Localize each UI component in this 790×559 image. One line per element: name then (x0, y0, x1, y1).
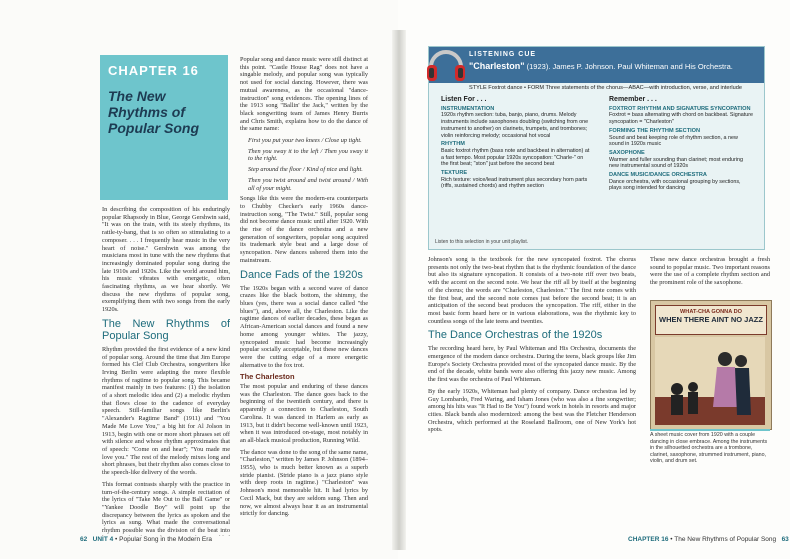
lyric-line: First you put your two knees / Close up tight. (248, 137, 362, 145)
left-column-1 (102, 206, 230, 536)
new-sound-paragraph: These new dance orchestras brought a fresh sound to popular music. Two important reasons were the use of a complete rhythm section and the prominent role of the saxophone. (650, 256, 770, 287)
lyric-line: Then you twist around and twist around / With all of your might. (248, 176, 368, 192)
charleston-paragraph-1: The most popular and enduring of these dances was the Charleston. The dance goes back to the beginning of the twentieth century, and there is apparently a connection to Charleston, South Carolina. It was danced in Harlem as early as 1913, but it didn't become well-known until 1923, when it was introduced on-stage, most notably in an all-black musical production, Running Wild. (240, 383, 368, 444)
whiteman-paragraph: The recording heard here, by Paul Whiteman and His Orchestra, documents the emergence of the modern dance orchestra. During the teens, black groups like Jim Europe's Society Orchestra provided most of the syncopated dance music. By the end of the decade, white bands were also offering this jazzy new music. Among the first was the orchestra of Paul Whiteman. (428, 345, 636, 384)
cue-tag: LISTENING CUE (469, 51, 537, 58)
cue-song-title: "Charleston" (469, 61, 525, 71)
sheet-title-line-2: WHEN THERE AINT NO JAZZ (659, 315, 763, 324)
charleston-paragraph-2: The dance was done to the song of the same name, "Charleston," written by James P. Johnson (1894–1955), who is much better known as a superb stride pianist. (Stride piano is a jazz piano style with deep roots in ragtime.) "Charleston" was Johnson's most memorable hit. It had lyrics by Cecil Mack, but they are seldom sung. Then and now, we almost always hear it as an instrumental strictly for dancing. (240, 448, 368, 518)
dance-fads-paragraph: The 1920s began with a second wave of dance crazes like the black bottom, the shimmy, the blues (yes, there was a social dance called "the blues"), and, above all, the Charleston. Like the ragtime dances of earlier decades, these began as African-American social dances and found a new home among younger whites. The jazzy, syncopated music had become increasingly popular socially acceptable, but these new dances were the cutting edge of a more energetic alternative to the fox trot. (240, 284, 368, 369)
twist-paragraph: Songs like this were the modern-era counterparts to Chubby Checker's early 1960s dance-instruction song, "The Twist." Still, popular song did not become dance music until after 1920. With the rise of the dance orchestra and a new generation of songwriters, popular song acquired its trademark style beat and a large dose of syncopation. New dances ushered them into the mainstream. (240, 195, 368, 264)
charleston-heading: The Charleston (240, 372, 295, 382)
intro-paragraph: In describing the composition of his enduringly popular Rhapsody in Blue, George Gershwin said, "It was on the train, with its steely rhythms, its rattle-ty-bang, that is so often so stimulating to a composer. . . . I frequently hear music in the very heart of noise." Gershwin was among the musicians most in tune with the new rhythms that increasingly dominated popular song during the late 1910s and 1920s. Like the world around him, his music vibrates with energetic, often fascinating rhythms, as we hear shortly. We discuss the new rhythms of popular song, exemplifying them with two songs from the early 1920s. (102, 206, 230, 314)
listen-item-text: Basic foxtrot rhythm (bass note and backbeat in alternation) at a fast tempo. Most popular 1920s syncopation: "Charle-" on the first beat; "ston" just before the second beat (441, 147, 590, 168)
unit-label: UNIT 4 (92, 536, 114, 543)
dance-fads-heading: Dance Fads of the 1920s (240, 268, 363, 281)
right-page (398, 0, 790, 559)
remember-item-text: Foxtrot = bass alternating with chord on backbeat. Signature syncopation = "Charleston" (609, 112, 753, 126)
sheet-music-title-banner (655, 305, 767, 335)
headphones-icon (423, 41, 469, 87)
remember-item-text: Dance orchestra, with occasional grouping by sections, plays song intended for dancing (609, 178, 741, 192)
remember-item-heading: FOXTROT RHYTHM AND SIGNATURE SYNCOPATION (609, 105, 751, 112)
remember-item-text: Warmer and fuller sounding than clarinet; most enduring new instrumental sound of 1920s (609, 156, 744, 170)
dance-orchestras-heading: The Dance Orchestras of the 1920s (428, 329, 603, 342)
section-heading: The New Rhythms of Popular Song (102, 317, 230, 342)
listen-item-text: 1920s rhythm section: tuba, banjo, piano, drums. Melody instruments include saxophones doubling (switching from one instrument to another) on clarinets, trumpets, and trombones; violin reinforcing melody; occasional hot vocal (441, 112, 589, 139)
listen-item-heading: TEXTURE (441, 170, 468, 177)
left-folio: 62 UNIT 4 • Popular Song in the Modern Era (80, 536, 213, 543)
remember-item-heading: SAXOPHONE (609, 149, 645, 156)
dancing-couple-illustration (655, 337, 765, 425)
lyric-line: Step around the floor / Kind of nice and light. (248, 166, 363, 174)
remember-item-text: Sound and beat keeping role of rhythm section, a new sound in 1920s music (609, 134, 738, 148)
cue-year: (1923). (526, 62, 551, 71)
right-column-1 (428, 256, 636, 526)
chapter-opener-box (100, 55, 228, 200)
chapter-label: CHAPTER 16 (108, 63, 199, 78)
cue-title-line (469, 61, 733, 71)
listening-cue-box (428, 46, 765, 250)
cue-playlist-note: Listen to this selection in your unit playlist. (435, 239, 529, 245)
chapter-folio-label: CHAPTER 16 (628, 536, 669, 543)
listen-for-heading: Listen For . . . (441, 96, 487, 103)
right-folio: CHAPTER 16 • The New Rhythms of Popular Song 63 (628, 536, 789, 543)
chapter-title: The New Rhythms of Popular Song (108, 88, 199, 136)
sheet-music-caption: A sheet music cover from 1920 with a couple dancing in close embrace. Among the instruments in the silhouetted orchestra are a trombone, clarinet, saxophone, strummed instrument, piano, violin, and drum set. (650, 432, 768, 465)
section-paragraph-2: This format contrasts sharply with the practice in turn-of-the-century songs. A simple recitation of the lyrics of "Take Me Out to the Ball Game" or "Yankee Doodle Boy" will point up the discrepancy between the lyrics as spoken and the lyrics as sung. What made the conversational rhythm possible was the division of the beat into (102, 480, 230, 535)
chapter-folio-title: The New Rhythms of Popular Song (674, 536, 777, 543)
cue-style-line: STYLE Foxtrot dance • FORM Three statements of the chorus—ABAC—with introduction, verse, and interlude (469, 85, 742, 91)
section-paragraph-1: Rhythm provided the first evidence of a new kind of popular song. Around the time that Jim Europe formed his Clef Club Orchestra, songwriters like Irving Berlin were adapting the more flexible rhythms of ragtime to popular song. This became manifest mainly in two features: (1) the isolation of a short melodic idea and (2) a melodic rhythm that flows close to the cadence of everyday speech. Still-familiar songs like Berlin's "Alexander's Ragtime Band" (1911) and "You Made Me Love You," a big hit for Al Jolson in 1913, begin with one or more short phrases set off with silence and whose rhythm approximates that of speech: "Come on and hear"; "You made me love you." The rest of the melody mixes long and short phrases, but their rhythm also comes close to the speech-like delivery of the words. (102, 345, 230, 477)
sheet-music-cover-image (650, 300, 772, 430)
book-spine (392, 30, 406, 550)
page-number: 62 (80, 536, 88, 543)
orchestras-paragraph: By the early 1920s, Whiteman had plenty of company. Dance orchestras led by Guy Lombardo, Fred Waring, and Isham Jones (who was also a fine songwriter; among his hits was "It Had to Be You") found work in hotels in resorts and major cities. Black bands also modernized: among the best was the Fletcher Henderson Orchestra, which performed at the Roseland Ballroom, one of New York's hot spots. (428, 387, 636, 434)
remember-column (609, 97, 754, 192)
listen-item-heading: RHYTHM (441, 141, 465, 148)
page-number: 63 (781, 536, 789, 543)
remember-heading: Remember . . . (609, 96, 657, 103)
listen-item-text: Rich texture: voice/lead instrument plus secondary horn parts (riffs, sustained chords) and rhythm section (441, 176, 588, 190)
unit-title: Popular Song in the Modern Era (119, 536, 213, 543)
sheet-title-line-1: WHAT-CHA GONNA DO (680, 309, 742, 315)
right-column-2 (650, 256, 770, 296)
listen-for-column (441, 97, 591, 190)
remember-item-heading: DANCE MUSIC/DANCE ORCHESTRA (609, 172, 707, 179)
dance-song-paragraph: Popular song and dance music were still distinct at this point. "Castle House Rag" does not have a singable melody, and popular song was typically not used for social dancing. However, there was mutual awareness, as the occasional "dance-instruction" song evidences. The opening lines of the 1913 song "Ballin' the Jack," written by the black songwriting team of James Henry Burris and Chris Smith, explains how to do the dance of the same name: (240, 56, 368, 133)
johnson-paragraph: Johnson's song is the textbook for the new syncopated foxtrot. The chorus presents not only the two-beat rhythm that is the rhythmic foundation of the dance but also its signature syncopation. It consists of a two-note riff over two beats, with the accent on the second note. We hear the riff all by itself at the beginning of the chorus; the words are "Charleston, Charleston." The first note comes with the first beat, and the second note comes just before the second beat; it is an anticipation of the second beat produces the syncopation. The riff, either in the most basic form heard here or in various elaborations, was the rhythmic key to countless songs of the late teens and twenties. (428, 256, 636, 325)
cue-credit: James P. Johnson. Paul Whiteman and His Orchestra. (552, 62, 733, 71)
caption-rule (650, 429, 770, 431)
lyric-line: Then you sway it to the left / Then you sway it to the right. (248, 147, 368, 163)
left-column-2 (240, 56, 368, 540)
listen-item-heading: INSTRUMENTATION (441, 105, 495, 112)
remember-item-heading: FORMING THE RHYTHM SECTION (609, 127, 701, 134)
